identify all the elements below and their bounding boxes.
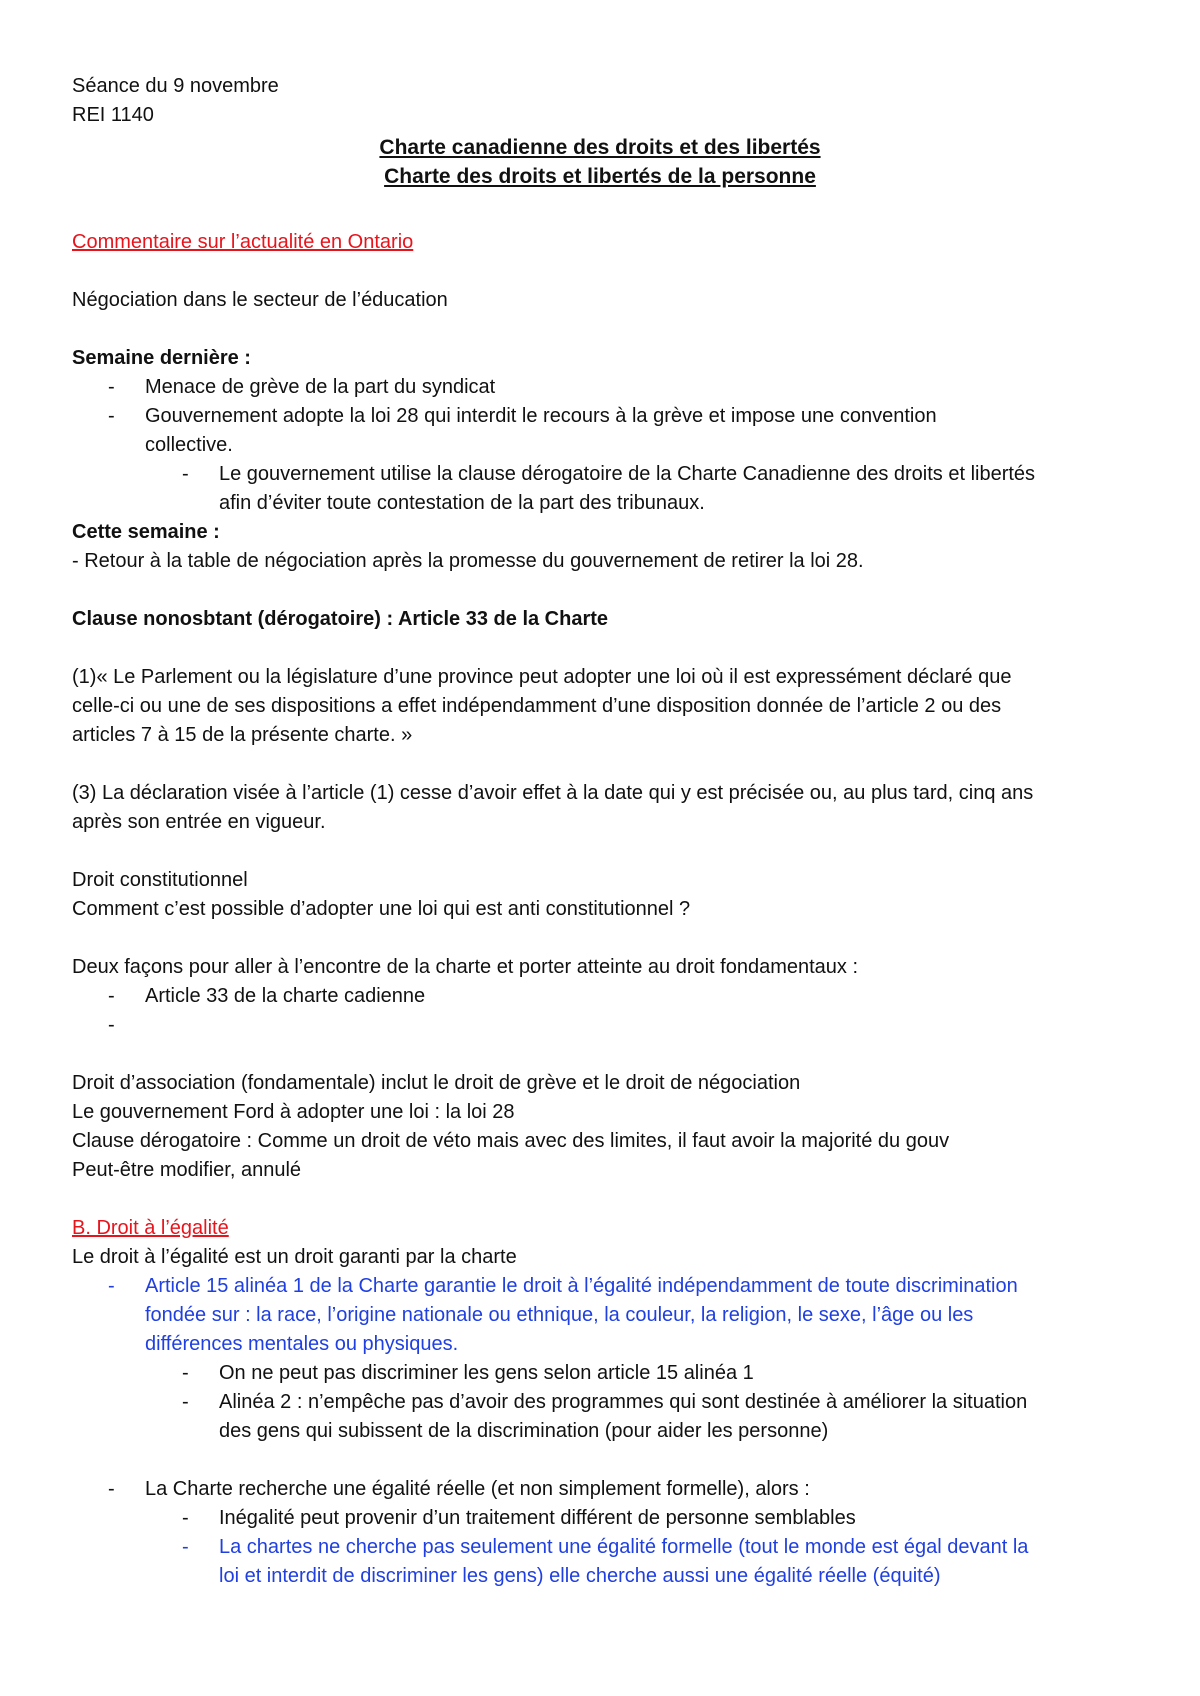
paragraph: Le droit à l’égalité est un droit garanti par la charte (72, 1246, 517, 1268)
list-item-continued: fondée sur : la race, l’origine nationale ou ethnique, la couleur, la religion, le sexe, l’âge ou les (145, 1304, 974, 1326)
list-item-continued: loi et interdit de discriminer les gens) elle cherche aussi une égalité réelle (équité) (219, 1565, 941, 1587)
paragraph: Négociation dans le secteur de l’éducation (72, 289, 448, 311)
list-item-continued: des gens qui subissent de la discrimination (pour aider les personne) (219, 1420, 829, 1442)
quote-line: celle-ci ou une de ses dispositions a effet indépendamment d’une disposition donnée de l’article 2 ou des (72, 695, 1002, 717)
paragraph: après son entrée en vigueur. (72, 811, 326, 833)
bullet-dash: - (182, 1536, 189, 1558)
bullet-dash: - (182, 463, 189, 485)
bullet-dash-empty: - (108, 1014, 115, 1036)
document-subtitle: Charte des droits et libertés de la personne (384, 165, 816, 188)
list-item-continued: différences mentales ou physiques. (145, 1333, 459, 1355)
paragraph: (3) La déclaration visée à l’article (1) cesse d’avoir effet à la date qui y est précisée ou, au plus tard, cinq ans (72, 782, 1034, 804)
section-heading-ontario: Commentaire sur l’actualité en Ontario (72, 231, 414, 253)
list-item: Menace de grève de la part du syndicat (145, 376, 496, 398)
list-item: La chartes ne cherche pas seulement une égalité formelle (tout le monde est égal devant la (219, 1536, 1029, 1558)
course-code: REI 1140 (72, 104, 154, 126)
quote-line: articles 7 à 15 de la présente charte. » (72, 724, 413, 746)
subheading-this-week: Cette semaine : (72, 521, 220, 543)
list-item-continued: collective. (145, 434, 233, 456)
paragraph: Droit constitutionnel (72, 869, 248, 891)
paragraph: Peut-être modifier, annulé (72, 1159, 302, 1181)
paragraph: - Retour à la table de négociation après la promesse du gouvernement de retirer la loi 28. (72, 550, 864, 572)
paragraph: Clause dérogatoire : Comme un droit de véto mais avec des limites, il faut avoir la majorité du gouv (72, 1130, 950, 1152)
quote-line: (1)« Le Parlement ou la législature d’une province peut adopter une loi où il est expressément déclaré que (72, 666, 1012, 688)
session-date: Séance du 9 novembre (72, 75, 279, 97)
list-item: Gouvernement adopte la loi 28 qui interdit le recours à la grève et impose une convention (145, 405, 937, 427)
bullet-dash: - (108, 985, 115, 1007)
subheading-last-week: Semaine dernière : (72, 347, 251, 369)
list-item: Alinéa 2 : n’empêche pas d’avoir des programmes qui sont destinée à améliorer la situation (219, 1391, 1028, 1413)
bullet-dash: - (108, 1275, 115, 1297)
paragraph: Droit d’association (fondamentale) inclut le droit de grève et le droit de négociation (72, 1072, 801, 1094)
paragraph: Comment c’est possible d’adopter une loi qui est anti constitutionnel ? (72, 898, 691, 920)
document-title: Charte canadienne des droits et des libertés (379, 136, 821, 159)
list-item: La Charte recherche une égalité réelle (et non simplement formelle), alors : (145, 1478, 810, 1500)
bullet-dash: - (108, 405, 115, 427)
bullet-dash: - (182, 1507, 189, 1529)
section-heading-egalite: B. Droit à l’égalité (72, 1217, 229, 1239)
bullet-dash: - (108, 1478, 115, 1500)
list-item: Article 33 de la charte cadienne (145, 985, 426, 1007)
section-heading-clause: Clause nonosbtant (dérogatoire) : Article 33 de la Charte (72, 608, 609, 630)
list-item-continued: afin d’éviter toute contestation de la part des tribunaux. (219, 492, 705, 514)
list-item: Le gouvernement utilise la clause dérogatoire de la Charte Canadienne des droits et libertés (219, 463, 1036, 485)
paragraph: Le gouvernement Ford à adopter une loi : la loi 28 (72, 1101, 515, 1123)
paragraph: Deux façons pour aller à l’encontre de la charte et porter atteinte au droit fondamentaux : (72, 956, 859, 978)
list-item: Inégalité peut provenir d’un traitement différent de personne semblables (219, 1507, 856, 1529)
list-item: On ne peut pas discriminer les gens selon article 15 alinéa 1 (219, 1362, 754, 1384)
list-item: Article 15 alinéa 1 de la Charte garantie le droit à l’égalité indépendamment de toute discrimination (145, 1275, 1018, 1297)
bullet-dash: - (108, 376, 115, 398)
bullet-dash: - (182, 1362, 189, 1384)
bullet-dash: - (182, 1391, 189, 1413)
